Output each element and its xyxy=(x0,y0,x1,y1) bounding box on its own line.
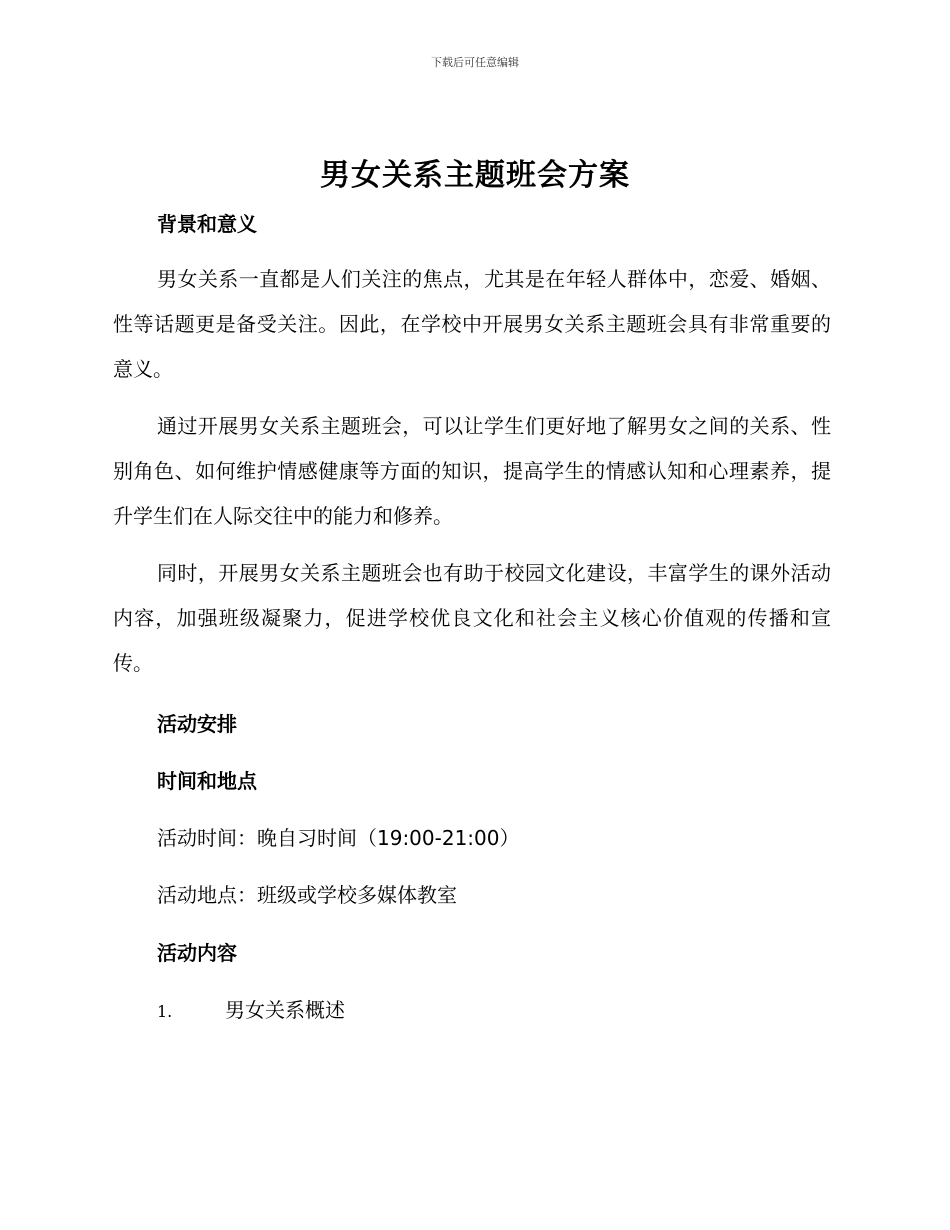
section-heading-arrangement: 活动安排 xyxy=(157,712,237,736)
section-heading-time-place: 时间和地点 xyxy=(157,769,257,793)
activity-place-line: 活动地点：班级或学校多媒体教室 xyxy=(157,883,457,907)
section-heading-background: 背景和意义 xyxy=(157,212,257,236)
list-item xyxy=(157,994,345,1023)
section-heading-content: 活动内容 xyxy=(157,941,237,965)
document-title: 男女关系主题班会方案 xyxy=(320,158,630,193)
paragraph-background-1: 男女关系一直都是人们关注的焦点，尤其是在年轻人群体中，恋爱、婚姻、性等话题更是备受关注。因此，在学校中开展男女关系主题班会具有非常重要的意义。 xyxy=(113,267,831,381)
activity-time-line: 活动时间：晚自习时间（19:00-21:00） xyxy=(157,826,520,850)
paragraph-background-3: 同时，开展男女关系主题班会也有助于校园文化建设，丰富学生的课外活动内容，加强班级凝聚力，促进学校优良文化和社会主义核心价值观的传播和宣传。 xyxy=(113,561,831,675)
list-item-number: 1. xyxy=(157,1002,173,1021)
header-note: 下载后可任意编辑 xyxy=(431,56,519,69)
list-item-text: 男女关系概述 xyxy=(225,998,345,1022)
paragraph-background-2: 通过开展男女关系主题班会，可以让学生们更好地了解男女之间的关系、性别角色、如何维护情感健康等方面的知识，提高学生的情感认知和心理素养，提升学生们在人际交往中的能力和修养。 xyxy=(113,414,831,528)
